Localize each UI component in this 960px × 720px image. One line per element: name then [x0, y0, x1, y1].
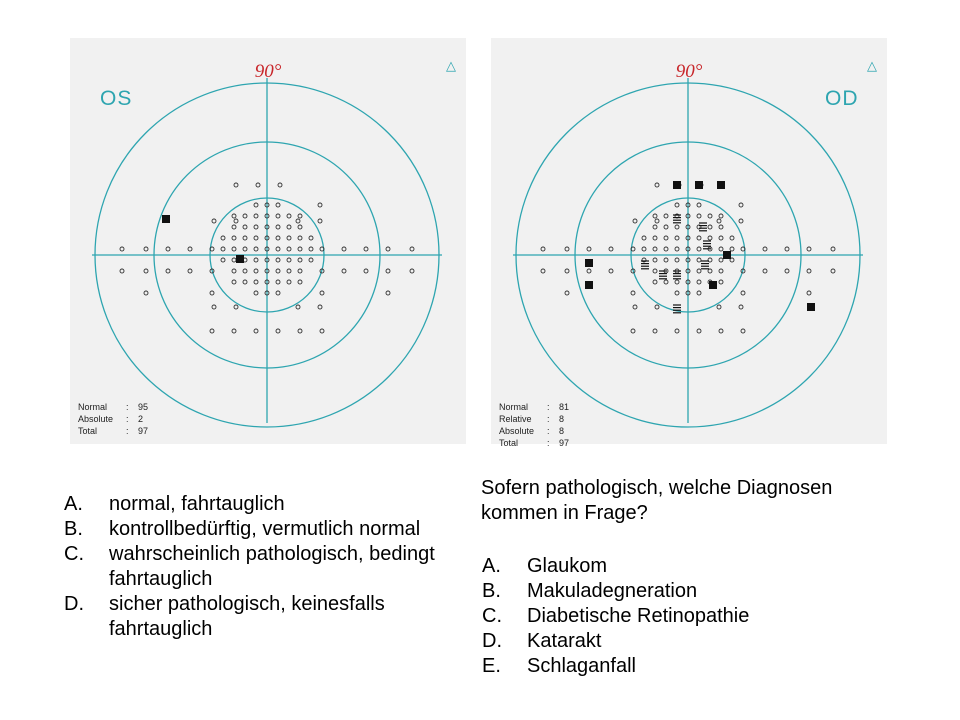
test-point	[144, 247, 148, 251]
test-point	[221, 258, 225, 262]
test-point	[232, 280, 236, 284]
test-point	[719, 280, 723, 284]
test-point	[653, 236, 657, 240]
absolute-defect-marker	[807, 303, 815, 311]
test-point	[234, 305, 238, 309]
test-point	[276, 236, 280, 240]
absolute-defect-marker	[673, 181, 681, 189]
test-point	[210, 291, 214, 295]
test-point	[708, 214, 712, 218]
test-point	[410, 269, 414, 273]
test-point	[256, 183, 260, 187]
test-point	[254, 203, 258, 207]
test-point	[653, 329, 657, 333]
test-point	[697, 258, 701, 262]
test-point	[541, 247, 545, 251]
test-point	[697, 291, 701, 295]
test-point	[232, 225, 236, 229]
diagnosis-question: Sofern pathologisch, welche Diagnosen kommen in Frage?	[481, 477, 833, 524]
test-point	[276, 329, 280, 333]
test-point	[675, 280, 679, 284]
test-point	[631, 291, 635, 295]
test-point	[254, 214, 258, 218]
test-point	[739, 219, 743, 223]
test-point	[807, 269, 811, 273]
test-point	[609, 247, 613, 251]
test-point	[697, 247, 701, 251]
test-point	[276, 214, 280, 218]
rating-option-c: C. wahrscheinlich pathologisch, bedingt fahrtauglich	[64, 543, 435, 590]
rating-option-a: A. normal, fahrtauglich	[64, 493, 285, 515]
test-point	[633, 305, 637, 309]
test-point	[276, 225, 280, 229]
eye-label-os: OS	[100, 87, 133, 110]
absolute-defect-marker	[695, 181, 703, 189]
test-point	[697, 280, 701, 284]
test-point	[708, 269, 712, 273]
test-point	[717, 219, 721, 223]
test-point	[243, 236, 247, 240]
test-point	[287, 258, 291, 262]
test-point	[232, 247, 236, 251]
test-point	[276, 247, 280, 251]
triangle-icon: △	[446, 58, 456, 73]
absolute-defect-marker	[585, 281, 593, 289]
test-point	[287, 214, 291, 218]
test-point	[232, 236, 236, 240]
absolute-defect-marker	[717, 181, 725, 189]
test-point	[664, 280, 668, 284]
test-point	[763, 247, 767, 251]
diagnosis-option-d: D. Katarakt	[482, 630, 602, 652]
test-point	[276, 203, 280, 207]
test-point	[831, 269, 835, 273]
stats-row: Absolute : 2	[78, 414, 144, 424]
test-point	[697, 269, 701, 273]
test-point	[243, 214, 247, 218]
triangle-icon: △	[867, 58, 877, 73]
test-point	[664, 247, 668, 251]
test-point	[144, 269, 148, 273]
test-point	[675, 291, 679, 295]
stats-row: Total : 97	[78, 426, 149, 436]
stats-row: Relative : 8	[499, 414, 565, 424]
test-point	[717, 305, 721, 309]
test-point	[298, 247, 302, 251]
test-point	[342, 269, 346, 273]
test-point	[309, 258, 313, 262]
test-point	[719, 258, 723, 262]
test-point	[642, 247, 646, 251]
test-point	[298, 225, 302, 229]
test-point	[697, 214, 701, 218]
test-point	[364, 269, 368, 273]
test-point	[318, 219, 322, 223]
test-point	[278, 183, 282, 187]
test-point	[254, 258, 258, 262]
test-point	[655, 219, 659, 223]
test-point	[254, 236, 258, 240]
test-point	[730, 247, 734, 251]
test-point	[298, 280, 302, 284]
test-point	[234, 219, 238, 223]
stats-row: Total : 97	[499, 438, 570, 448]
relative-defect-marker	[699, 223, 707, 231]
test-point	[664, 258, 668, 262]
diagnosis-option-b: B. Makuladegneration	[482, 580, 698, 602]
test-point	[364, 247, 368, 251]
relative-defect-marker	[673, 271, 681, 279]
test-point	[719, 214, 723, 218]
test-point	[254, 225, 258, 229]
diagnosis-option-c: C. Diabetische Retinopathie	[482, 605, 750, 627]
test-point	[785, 269, 789, 273]
test-point	[741, 291, 745, 295]
test-point	[318, 305, 322, 309]
stats-row: Normal : 81	[499, 402, 570, 412]
test-point	[565, 291, 569, 295]
relative-defect-marker	[701, 261, 709, 269]
test-point	[675, 329, 679, 333]
rating-option-b: B. kontrollbedürftig, vermutlich normal	[64, 518, 421, 540]
test-point	[254, 280, 258, 284]
test-point	[386, 247, 390, 251]
test-point	[243, 280, 247, 284]
test-point	[565, 247, 569, 251]
test-point	[243, 225, 247, 229]
test-point	[287, 280, 291, 284]
test-point	[320, 291, 324, 295]
stats-legend-os	[78, 401, 148, 437]
visual-field-chart-os	[70, 38, 466, 444]
test-point	[653, 247, 657, 251]
test-point	[287, 236, 291, 240]
test-point	[741, 329, 745, 333]
test-point	[166, 269, 170, 273]
test-point	[719, 329, 723, 333]
test-point	[298, 329, 302, 333]
diagnosis-option-e: E. Schlaganfall	[482, 655, 636, 677]
absolute-defect-marker	[709, 281, 717, 289]
test-point	[697, 329, 701, 333]
test-point	[232, 214, 236, 218]
test-point	[653, 280, 657, 284]
test-point	[221, 236, 225, 240]
test-point	[298, 236, 302, 240]
test-point	[631, 329, 635, 333]
test-point	[410, 247, 414, 251]
rating-option-d: D. sicher pathologisch, keinesfalls fahrtauglich	[64, 593, 385, 640]
test-point	[653, 214, 657, 218]
stats-legend-od	[499, 401, 569, 449]
test-point	[254, 329, 258, 333]
test-point	[232, 269, 236, 273]
test-point	[309, 247, 313, 251]
test-point	[675, 247, 679, 251]
test-point	[318, 203, 322, 207]
test-point	[234, 183, 238, 187]
test-point	[664, 236, 668, 240]
test-point	[675, 258, 679, 262]
test-point	[697, 203, 701, 207]
test-point	[708, 236, 712, 240]
absolute-defect-marker	[585, 259, 593, 267]
test-point	[739, 305, 743, 309]
visual-field-chart-od	[491, 38, 887, 448]
test-point	[653, 225, 657, 229]
test-point	[232, 258, 236, 262]
test-point	[254, 247, 258, 251]
test-point	[309, 236, 313, 240]
test-point	[287, 269, 291, 273]
test-point	[719, 269, 723, 273]
rating-options	[64, 492, 464, 642]
test-point	[287, 225, 291, 229]
test-point	[730, 236, 734, 240]
test-point	[831, 247, 835, 251]
eye-label-od: OD	[825, 87, 859, 110]
test-point	[296, 219, 300, 223]
test-point	[541, 269, 545, 273]
test-point	[210, 329, 214, 333]
test-point	[212, 305, 216, 309]
test-point	[633, 219, 637, 223]
test-point	[719, 236, 723, 240]
absolute-defect-marker	[162, 215, 170, 223]
test-point	[120, 247, 124, 251]
test-point	[298, 269, 302, 273]
test-point	[664, 225, 668, 229]
test-point	[276, 258, 280, 262]
test-point	[276, 280, 280, 284]
relative-defect-marker	[673, 215, 681, 223]
test-point	[386, 269, 390, 273]
diagnosis-options	[482, 554, 812, 679]
test-point	[232, 329, 236, 333]
test-point	[120, 269, 124, 273]
test-point	[653, 258, 657, 262]
absolute-defect-marker	[723, 251, 731, 259]
stats-row: Normal : 95	[78, 402, 149, 412]
relative-defect-marker	[659, 271, 667, 279]
test-point	[653, 269, 657, 273]
test-point	[719, 225, 723, 229]
stats-row: Absolute : 8	[499, 426, 565, 436]
test-point	[587, 247, 591, 251]
test-point	[655, 305, 659, 309]
test-point	[188, 247, 192, 251]
test-point	[212, 219, 216, 223]
test-point	[243, 247, 247, 251]
test-point	[144, 291, 148, 295]
test-point	[739, 203, 743, 207]
test-point	[276, 291, 280, 295]
test-point	[655, 183, 659, 187]
test-point	[697, 236, 701, 240]
test-point	[675, 203, 679, 207]
test-point	[664, 214, 668, 218]
test-point	[287, 247, 291, 251]
absolute-defect-marker	[236, 255, 244, 263]
test-point	[565, 269, 569, 273]
test-point	[298, 258, 302, 262]
test-point	[243, 269, 247, 273]
test-point	[807, 247, 811, 251]
angle-label: 90°	[675, 61, 703, 82]
test-point	[587, 269, 591, 273]
test-point	[166, 247, 170, 251]
test-point	[188, 269, 192, 273]
test-point	[276, 269, 280, 273]
test-point	[675, 236, 679, 240]
relative-defect-marker	[703, 241, 711, 249]
test-point	[719, 247, 723, 251]
angle-label: 90°	[254, 61, 282, 82]
test-point	[807, 291, 811, 295]
test-point	[708, 225, 712, 229]
test-point	[785, 247, 789, 251]
test-point	[675, 225, 679, 229]
test-point	[642, 236, 646, 240]
test-point	[221, 247, 225, 251]
test-point	[609, 269, 613, 273]
test-point	[254, 291, 258, 295]
test-point	[298, 214, 302, 218]
test-point	[386, 291, 390, 295]
test-point	[320, 329, 324, 333]
test-point	[254, 269, 258, 273]
test-point	[763, 269, 767, 273]
diagnosis-option-a: A. Glaukom	[482, 555, 608, 577]
test-point	[296, 305, 300, 309]
test-point	[342, 247, 346, 251]
